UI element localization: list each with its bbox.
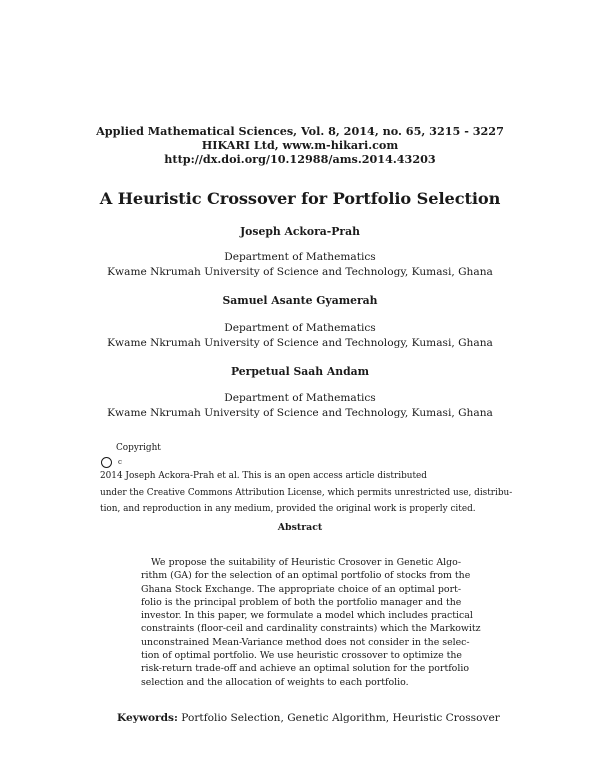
author-institution: Kwame Nkrumah University of Science and Technology, Kumasi, Ghana <box>107 266 493 278</box>
abstract-line: risk-return trade-off and achieve an optimal solution for the portfolio <box>141 663 469 675</box>
author-name: Samuel Asante Gyamerah <box>222 294 378 307</box>
abstract-line: investor. In this paper, we formulate a model which includes practical <box>141 610 473 622</box>
author-name: Joseph Ackora-Prah <box>240 225 360 238</box>
copyright-symbol-icon: c <box>101 457 112 468</box>
journal-citation: Applied Mathematical Sciences, Vol. 8, 2014, no. 65, 3215 - 3227 <box>96 124 504 138</box>
abstract-line: unconstrained Mean-Variance method does not consider in the selec- <box>141 636 470 648</box>
author-department: Department of Mathematics <box>224 322 376 334</box>
abstract-line: Ghana Stock Exchange. The appropriate choice of an optimal port- <box>141 583 461 595</box>
abstract-line: tion of optimal portfolio. We use heuristic crossover to optimize the <box>141 650 462 662</box>
journal-doi: http://dx.doi.org/10.12988/ams.2014.43203 <box>164 152 436 166</box>
abstract-heading: Abstract <box>277 522 323 533</box>
author-name: Perpetual Saah Andam <box>230 365 370 378</box>
copyright-line: under the Creative Commons Attribution License, which permits unrestricted use, distribu- <box>100 487 513 498</box>
copyright-prefix: Copyright <box>116 443 161 453</box>
journal-publisher: HIKARI Ltd, www.m-hikari.com <box>201 138 399 152</box>
abstract-line: folio is the principal problem of both the portfolio manager and the <box>141 596 462 608</box>
abstract-line: selection and the allocation of weights to each portfolio. <box>141 676 409 688</box>
author-institution: Kwame Nkrumah University of Science and Technology, Kumasi, Ghana <box>107 337 493 349</box>
copyright-line <box>100 440 504 485</box>
author-department: Department of Mathematics <box>224 392 376 404</box>
keywords <box>117 712 500 724</box>
author-department: Department of Mathematics <box>224 251 376 263</box>
copyright-notice <box>100 440 513 518</box>
abstract-line: constraints (floor-ceil and cardinality constraints) which the Markowitz <box>141 623 481 635</box>
abstract-line: rithm (GA) for the selection of an optimal portfolio of stocks from the <box>141 570 471 582</box>
copyright-text: 2014 Joseph Ackora-Prah et al. This is an open access article distributed <box>100 470 427 481</box>
paper-title: A Heuristic Crossover for Portfolio Selection <box>99 189 501 208</box>
abstract-body <box>141 556 481 689</box>
keywords-label: Keywords: <box>117 712 178 724</box>
copyright-line: tion, and reproduction in any medium, provided the original work is properly cited. <box>100 504 476 515</box>
abstract-line: We propose the suitability of Heuristic Crosover in Genetic Algo- <box>151 557 461 568</box>
keywords-text: Portfolio Selection, Genetic Algorithm, Heuristic Crossover <box>181 712 500 724</box>
author-institution: Kwame Nkrumah University of Science and Technology, Kumasi, Ghana <box>107 407 493 419</box>
